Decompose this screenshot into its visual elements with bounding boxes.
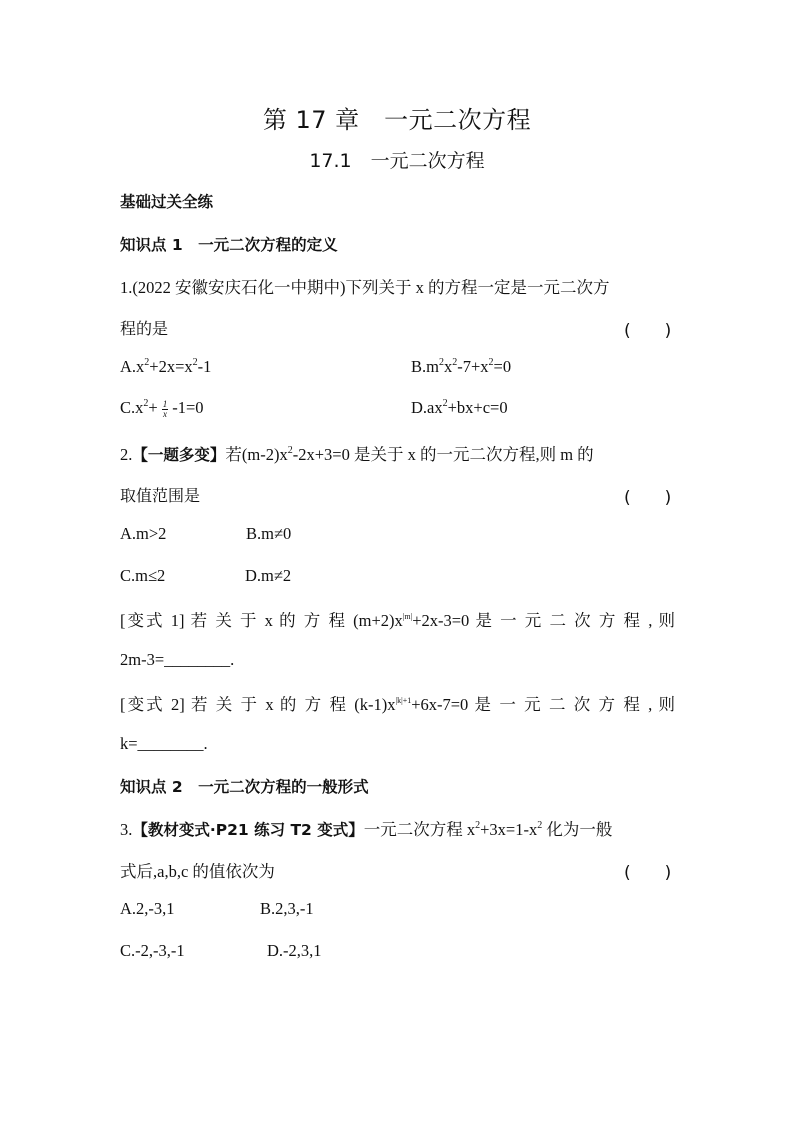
chapter-title: 第 17 章 一元二次方程: [262, 106, 532, 134]
q3-option-b: B.2,3,-1: [260, 899, 314, 918]
variant2-line1: [变式 2] 若 关 于 x 的 方 程 $(k-1)x^{|k|+1}+6x-7=0$ 是 一 元 二 次 方 程 , 则: [120, 695, 675, 714]
fraction-numerator: 1: [162, 398, 168, 409]
variant2-exponent: |k|+1: [395, 696, 412, 705]
q3-answer-paren: ( ): [624, 863, 672, 883]
fraction-one-over-x: [162, 400, 169, 419]
section-title: 17.1 一元二次方程: [309, 150, 485, 172]
variant2-label: [变式 2]: [120, 695, 185, 714]
q2-option-b: B.m≠0: [246, 524, 292, 543]
variant2-line2: k=________.: [120, 734, 208, 753]
q1-option-c-prefix: C.x: [120, 398, 144, 417]
q1-line1: 1.(2022 安徽安庆石化一中期中)下列关于 x 的方程一定是一元二次方: [120, 278, 610, 297]
q2-option-a: A.m>2: [120, 524, 167, 543]
variant1-line1: [变式 1] 若 关 于 x 的 方 程 $(m+2)x^{|m|}+2x-3=0$ 是 一 元 二 次 方 程 , 则: [120, 611, 675, 630]
q2-option-c: C.m≤2: [120, 566, 166, 585]
q1-option-c: $C.x^2+$ $\frac{1}{x}$ -1=0: [120, 398, 204, 419]
q2-number: 2.: [120, 445, 133, 464]
q3-number: 3.: [120, 820, 133, 839]
variant1-line2: 2m-3=________.: [120, 650, 235, 669]
q3-tag: 【教材变式·P21 练习 T2 变式】: [132, 821, 364, 839]
knowledge-point-2: 知识点 2 一元二次方程的一般形式: [120, 778, 369, 796]
variant1-exponent: |m|: [402, 612, 413, 621]
q2-line1: 2.【一题多变】若$(m-2)x^2-2x+3=0$ 是关于 x 的一元二次方程,则 m 的: [120, 445, 594, 464]
q1-option-b: $B.m^2x^2-7+x^2=0$: [411, 357, 512, 376]
q1-option-d: $D.ax^2+bx+c=0$: [411, 398, 508, 417]
q1-option-a: $A.x^2+2x=x^2-1$: [120, 357, 212, 376]
q3-option-c: C.-2,-3,-1: [120, 941, 185, 960]
variant1-label: [变式 1]: [120, 611, 185, 630]
q3-option-d: D.-2,3,1: [267, 941, 322, 960]
q2-line2: 取值范围是: [120, 486, 201, 505]
knowledge-point-1: 知识点 1 一元二次方程的定义: [120, 236, 338, 254]
q2-answer-paren: ( ): [624, 488, 672, 508]
q2-tag: 【一题多变】: [132, 446, 226, 464]
practice-heading: 基础过关全练: [120, 193, 214, 211]
q1-answer-paren: ( ): [624, 321, 672, 341]
q1-line2: 程的是: [120, 319, 169, 338]
q3-line1: 3.【教材变式·P21 练习 T2 变式】一元二次方程 $x^2+3x=1-x^2$ 化为一般: [120, 820, 613, 839]
fraction-denominator: x: [162, 408, 167, 419]
q1-option-c-suffix: -1=0: [172, 398, 204, 417]
q2-option-d: D.m≠2: [245, 566, 292, 585]
q3-line2: 式后,a,b,c 的值依次为: [120, 862, 275, 881]
q3-option-a: A.2,-3,1: [120, 899, 175, 918]
